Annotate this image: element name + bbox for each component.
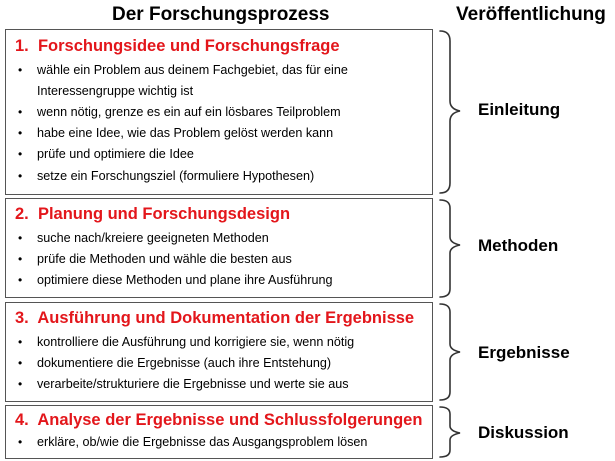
- list-item: • erkläre, ob/wie die Ergebnisse das Ausgangsproblem lösen: [6, 432, 432, 453]
- step-number: 1.: [15, 37, 29, 55]
- bullet-icon: •: [18, 356, 23, 371]
- step-title-text: Ausführung und Dokumentation der Ergebnisse: [37, 309, 415, 327]
- step-number: 3.: [15, 309, 29, 327]
- brace-icon: [440, 31, 460, 193]
- brace-icon: [440, 407, 460, 457]
- list-item: • setze ein Forschungsziel (formuliere Hypothesen): [6, 166, 432, 187]
- step-number: 4.: [15, 411, 29, 429]
- list-item: • suche nach/kreiere geeigneten Methoden: [6, 228, 432, 249]
- bullet-icon: •: [18, 252, 23, 267]
- bullet-icon: •: [18, 63, 23, 77]
- process-title: Der Forschungsprozess: [112, 4, 330, 25]
- section-label-ergebnisse: Ergebnisse: [478, 343, 570, 362]
- bullet-icon: •: [18, 273, 23, 288]
- list-item: • dokumentiere die Ergebnisse (auch ihre Entstehung): [6, 353, 432, 374]
- bullet-icon: •: [18, 105, 23, 119]
- bullet-icon: •: [18, 126, 23, 141]
- bullet-icon: •: [18, 168, 23, 183]
- list-item: • verarbeite/strukturiere die Ergebnisse und werte sie aus: [6, 374, 432, 395]
- step-title-text: Analyse der Ergebnisse und Schlussfolgerungen: [37, 411, 423, 429]
- bullet-icon: •: [18, 377, 23, 392]
- list-item: • optimiere diese Methoden und plane ihre Ausführung: [6, 270, 432, 291]
- step-title-text: Forschungsidee und Forschungsfrage: [37, 37, 340, 55]
- step-number: 2.: [15, 205, 29, 223]
- list-item: • habe eine Idee, wie das Problem gelöst werden kann: [6, 123, 432, 144]
- publication-title: Veröffentlichung: [456, 4, 606, 25]
- section-label-methoden: Methoden: [478, 236, 559, 255]
- bullet-icon: •: [18, 435, 23, 449]
- list-item: • prüfe und optimiere die Idee: [6, 144, 432, 165]
- section-label-diskussion: Diskussion: [478, 423, 569, 442]
- bullet-icon: •: [18, 335, 23, 349]
- list-item: • prüfe die Methoden und wähle die besten aus: [6, 249, 432, 270]
- step-title-text: Planung und Forschungsdesign: [37, 205, 291, 223]
- bullet-icon: •: [18, 231, 23, 245]
- list-item: • wenn nötig, grenze es ein auf ein lösbares Teilproblem: [6, 102, 432, 123]
- list-item: • kontrolliere die Ausführung und korrigiere sie, wenn nötig: [6, 332, 432, 353]
- bullet-icon: •: [18, 147, 23, 162]
- list-item: • wähle ein Problem aus deinem Fachgebiet, das für eine Interessengruppe wichtig ist: [6, 60, 397, 102]
- brace-icon: [440, 304, 460, 400]
- brace-icon: [440, 200, 460, 297]
- section-label-einleitung: Einleitung: [478, 100, 561, 119]
